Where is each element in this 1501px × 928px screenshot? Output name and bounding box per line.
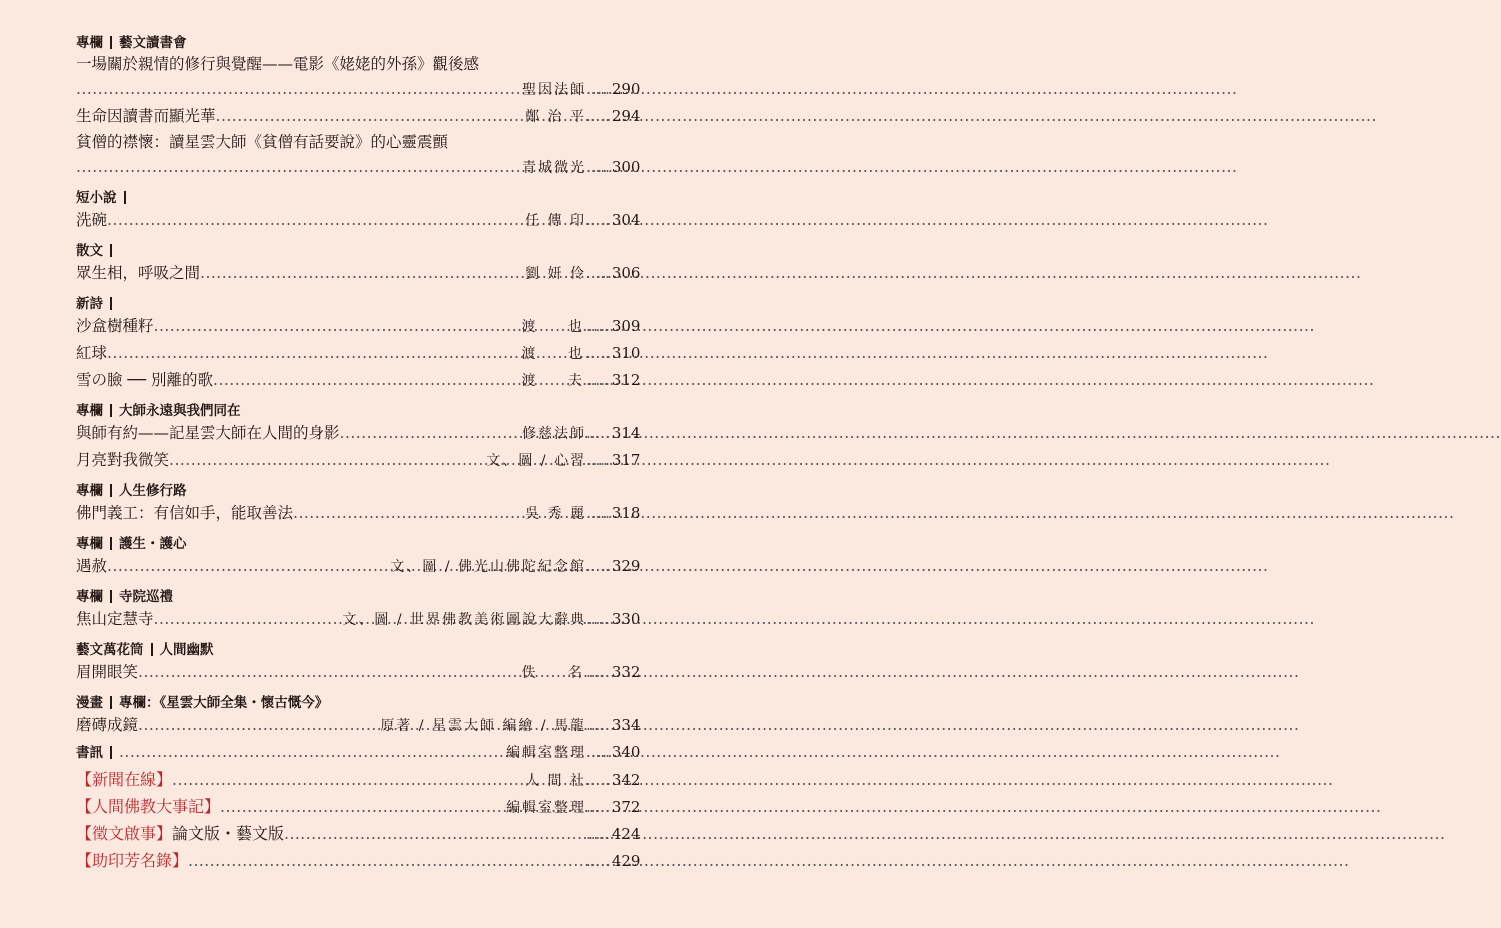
entry-title: 生命因讀書而顯光華 [76, 107, 216, 125]
section-name: 專欄 [76, 35, 103, 51]
entry-page: ..... 309 [586, 313, 638, 340]
toc-entry [76, 420, 641, 447]
toc-entry [76, 103, 641, 130]
entry-author: 劉 妍 伶 [525, 266, 586, 282]
entry-page: ..... 304 [586, 207, 638, 234]
dot-leader [76, 76, 522, 103]
section-gap [76, 287, 638, 295]
section-gap [76, 580, 638, 588]
section-gap [76, 394, 638, 402]
entry-author: 佚 名 [521, 665, 596, 681]
entry-author: 文、圖 / 世界佛教美術圖說大辭典 [342, 612, 586, 628]
section-gap [76, 181, 638, 189]
section-subname: 大師永遠與我們同在 [119, 403, 241, 419]
entry-title: 紅球 [76, 344, 108, 362]
section-divider [151, 643, 153, 656]
entry-title: 月亮對我微笑 [76, 451, 170, 469]
entry-title: 【助印芳名錄】 [76, 851, 189, 870]
entry-title: 眉開眼笑 [76, 663, 139, 681]
toc-entry [76, 712, 641, 739]
entry-author: 青城微光 [522, 160, 586, 176]
toc-entry [76, 154, 641, 181]
section-divider [110, 404, 112, 417]
entry-author: 人 間 社 [525, 773, 586, 789]
entry-subtitle: 論文版・藝文版 [172, 824, 285, 843]
entry-page: ..... 342 [586, 767, 638, 794]
section-header [76, 34, 638, 52]
section-divider [110, 696, 112, 709]
dot-leader [76, 154, 522, 181]
section-subname: 護生・護心 [119, 536, 187, 552]
entry-title: 一場關於親情的修行與覺醒——電影《姥姥的外孫》觀後感 [76, 55, 480, 73]
entry-page: ..... 429 [586, 848, 638, 875]
toc-entry [76, 606, 641, 633]
entry-page: ..... 317 [586, 447, 638, 474]
section-gap [76, 234, 638, 242]
toc-entry [76, 207, 641, 234]
dot-leader [119, 739, 506, 766]
toc-entry [76, 793, 641, 820]
entry-title: 【人間佛教大事記】 [76, 797, 221, 816]
section-divider [110, 537, 112, 550]
section-header [76, 641, 638, 659]
entry-page: ..... 332 [586, 659, 638, 686]
entry-title: 沙盒樹種籽 [76, 317, 154, 335]
section-subname: 藝文讀書會 [119, 35, 187, 51]
section-header [76, 588, 638, 606]
entry-title: 眾生相，呼吸之間 [76, 264, 201, 282]
section-name: 專欄 [76, 536, 103, 552]
entry-title: 【徵文啟事】論文版・藝文版 [76, 824, 285, 843]
entry-title: 焦山定慧寺 [76, 610, 154, 628]
section-name: 書訊 [76, 740, 119, 767]
entry-page: ..... 294 [586, 103, 638, 130]
toc-entry [76, 76, 641, 103]
toc-entry [76, 340, 641, 367]
dot-leader [107, 553, 390, 580]
entry-author: 聖因法師 [522, 82, 586, 98]
dot-leader [154, 606, 343, 633]
table-of-contents [76, 34, 641, 874]
toc-entry [76, 447, 641, 474]
entry-page: ..... 372 [586, 794, 638, 821]
toc-entry [76, 260, 641, 287]
section-header [76, 295, 638, 313]
toc-entry [76, 313, 641, 340]
section-name: 藝文萬花筒 [76, 642, 144, 658]
entry-author: 鄭 治 平 [525, 109, 586, 125]
entry-page: ..... 329 [586, 553, 638, 580]
section-name: 散文 [76, 243, 103, 259]
section-header [76, 189, 638, 207]
section-name: 新詩 [76, 296, 103, 312]
toc-entry [76, 766, 641, 793]
section-gap [76, 633, 638, 641]
entry-title: 貧僧的襟懷：讀星雲大師《貧僧有話要說》的心靈震顫 [76, 133, 449, 151]
entry-page: ..... 314 [586, 420, 638, 447]
section-header [76, 402, 638, 420]
section-name: 專欄 [76, 483, 103, 499]
section-header [76, 694, 638, 712]
dot-leader [220, 794, 506, 821]
section-divider [110, 590, 112, 603]
entry-page: ..... 306 [586, 260, 638, 287]
entry-author: 編輯室整理 [506, 800, 586, 816]
entry-page: ..... 290 [586, 76, 638, 103]
dot-leader [169, 447, 486, 474]
section-subname: 寺院巡禮 [119, 589, 173, 605]
entry-author: 原著 / 星雲大師 編繪 / 馬龍 [380, 718, 586, 734]
dot-leader [216, 103, 526, 130]
dot-leader [138, 659, 522, 686]
section-gap [76, 527, 638, 535]
toc-entry [76, 367, 641, 394]
entry-author: 渡 也 [521, 346, 596, 362]
entry-author: 編輯室整理 [506, 745, 586, 761]
section-name: 漫畫 [76, 695, 103, 711]
dot-leader [172, 767, 525, 794]
dot-leader [188, 848, 586, 875]
section-divider [110, 484, 112, 497]
section-subname: 人生修行路 [119, 483, 187, 499]
toc-entry [76, 500, 641, 527]
entry-page: ..... 334 [586, 712, 638, 739]
entry-title: 【新聞在線】 [76, 770, 173, 789]
entry-page: ..... 340 [586, 739, 638, 766]
entry-title: 遇赦 [76, 557, 108, 575]
entry-title: 與師有約——記星雲大師在人間的身影 [76, 424, 340, 442]
section-subname: 人間幽默 [159, 642, 214, 658]
dot-leader [200, 260, 525, 287]
toc-entry [76, 739, 641, 766]
toc-entry [76, 847, 641, 874]
toc-entry [76, 553, 641, 580]
section-name: 專欄 [76, 403, 103, 419]
entry-title: 洗碗 [76, 211, 108, 229]
entry-page: ..... 310 [586, 340, 638, 367]
dot-leader [138, 712, 380, 739]
entry-page: ..... 312 [586, 367, 638, 394]
section-gap [76, 474, 638, 482]
entry-author: 文、圖 / 心習 [486, 453, 586, 469]
section-divider [110, 297, 112, 310]
dot-leader [284, 821, 586, 848]
entry-author: 渡 也 [521, 319, 596, 335]
entry-author: 修慈法師 [522, 426, 586, 442]
dot-leader [213, 367, 522, 394]
entry-page: ..... 300 [586, 154, 638, 181]
entry-page: ..... 318 [586, 500, 638, 527]
dot-leader [293, 500, 525, 527]
section-subname: 專欄：《星雲大師全集・懷古慨今》 [119, 695, 329, 711]
section-header [76, 482, 638, 500]
section-header [76, 242, 638, 260]
entry-page: ..... 330 [586, 606, 638, 633]
section-divider [110, 36, 112, 49]
dot-leader [107, 340, 522, 367]
toc-entry [76, 659, 641, 686]
dot-leader [154, 313, 522, 340]
section-name: 專欄 [76, 589, 103, 605]
entry-author: 文、圖 / 佛光山佛陀紀念館 [390, 559, 586, 575]
dot-leader [107, 207, 525, 234]
section-divider [110, 746, 112, 759]
entry-title: 佛門義工：有信如手，能取善法 [76, 504, 294, 522]
entry-title: 雪の臉 ── 別離的歌 [76, 371, 214, 389]
section-divider [110, 244, 112, 257]
section-gap [76, 686, 638, 694]
entry-title: 磨磚成鏡 [76, 716, 139, 734]
entry-author: 渡 夫 [521, 373, 596, 389]
section-divider [124, 191, 126, 204]
section-name: 短小說 [76, 190, 117, 206]
entry-page: ..... 424 [586, 821, 638, 848]
toc-entry [76, 820, 641, 847]
dot-leader [340, 420, 522, 447]
entry-author: 任 傳 印 [525, 213, 586, 229]
entry-author: 吳 秀 麗 [525, 506, 586, 522]
section-header [76, 535, 638, 553]
